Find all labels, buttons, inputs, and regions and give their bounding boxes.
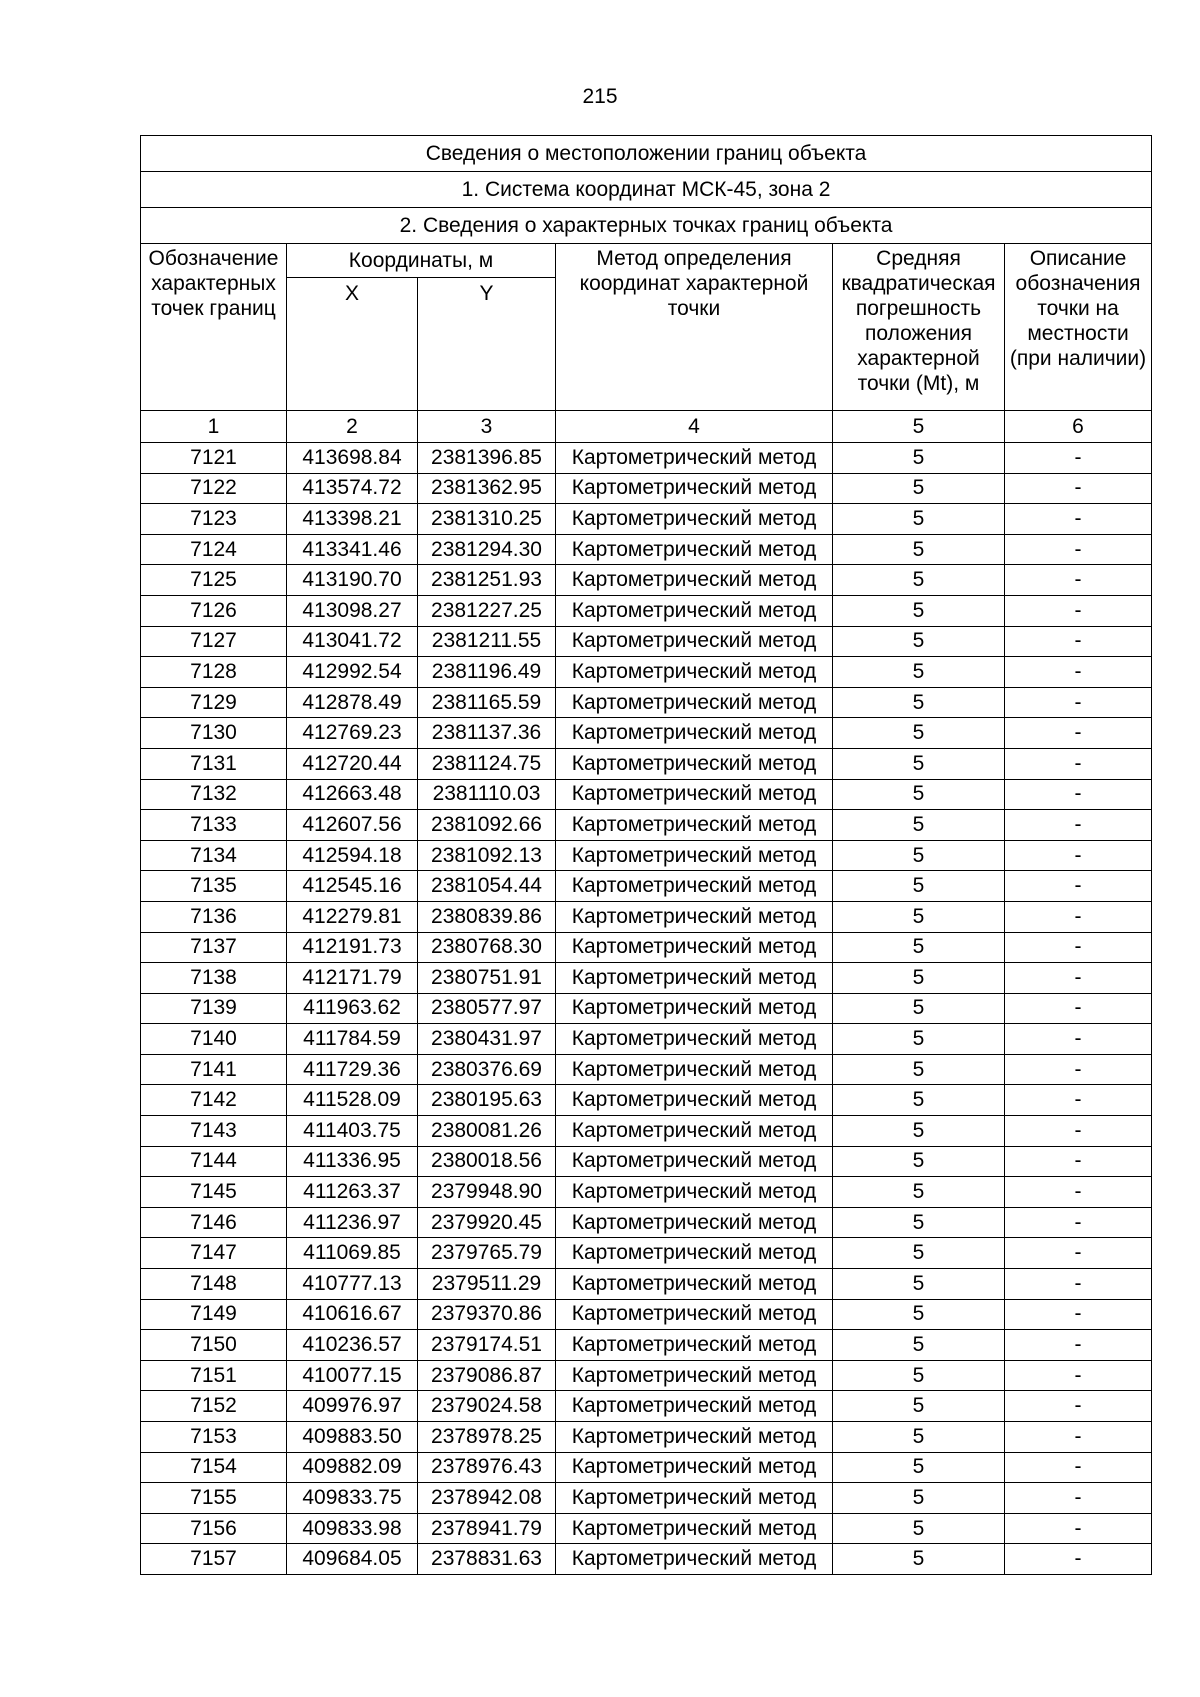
- description-cell: -: [1005, 993, 1152, 1024]
- description-cell: -: [1005, 687, 1152, 718]
- method-cell: Картометрический метод: [556, 1391, 833, 1422]
- x-coordinate-cell: 412594.18: [287, 840, 418, 871]
- x-coordinate-cell: 412545.16: [287, 871, 418, 902]
- x-coordinate-cell: 412769.23: [287, 718, 418, 749]
- table-row: [141, 901, 1152, 932]
- header-error: Средняя квадратическая погрешность положения характерной точки (Mt), м: [833, 244, 1005, 411]
- error-cell: 5: [833, 810, 1005, 841]
- y-coordinate-cell: 2379370.86: [418, 1299, 556, 1330]
- point-id-cell: 7132: [141, 779, 287, 810]
- x-coordinate-cell: 410777.13: [287, 1269, 418, 1300]
- error-cell: 5: [833, 1269, 1005, 1300]
- x-coordinate-cell: 411236.97: [287, 1207, 418, 1238]
- x-coordinate-cell: 411729.36: [287, 1054, 418, 1085]
- error-cell: 5: [833, 626, 1005, 657]
- error-cell: 5: [833, 473, 1005, 504]
- y-coordinate-cell: 2380751.91: [418, 963, 556, 994]
- description-cell: -: [1005, 626, 1152, 657]
- point-id-cell: 7138: [141, 963, 287, 994]
- y-coordinate-cell: 2378942.08: [418, 1483, 556, 1514]
- y-coordinate-cell: 2379920.45: [418, 1207, 556, 1238]
- table-row: [141, 1330, 1152, 1361]
- y-coordinate-cell: 2378976.43: [418, 1452, 556, 1483]
- error-cell: 5: [833, 1238, 1005, 1269]
- description-cell: -: [1005, 473, 1152, 504]
- point-id-cell: 7151: [141, 1360, 287, 1391]
- page-number: 215: [582, 85, 618, 108]
- x-coordinate-cell: 413398.21: [287, 504, 418, 535]
- x-coordinate-cell: 411069.85: [287, 1238, 418, 1269]
- error-cell: 5: [833, 1483, 1005, 1514]
- error-cell: 5: [833, 1422, 1005, 1453]
- section-title: 2. Сведения о характерных точках границ объекта: [141, 208, 1152, 244]
- description-cell: -: [1005, 595, 1152, 626]
- table-row: [141, 932, 1152, 963]
- x-coordinate-cell: 409833.75: [287, 1483, 418, 1514]
- y-coordinate-cell: 2381396.85: [418, 443, 556, 474]
- description-cell: -: [1005, 718, 1152, 749]
- method-cell: Картометрический метод: [556, 1330, 833, 1361]
- table-row: [141, 993, 1152, 1024]
- point-id-cell: 7156: [141, 1513, 287, 1544]
- description-cell: -: [1005, 1422, 1152, 1453]
- method-cell: Картометрический метод: [556, 932, 833, 963]
- table-row: [141, 504, 1152, 535]
- y-coordinate-cell: 2380376.69: [418, 1054, 556, 1085]
- error-cell: 5: [833, 534, 1005, 565]
- method-cell: Картометрический метод: [556, 687, 833, 718]
- y-coordinate-cell: 2381362.95: [418, 473, 556, 504]
- table-row: [141, 1238, 1152, 1269]
- method-cell: Картометрический метод: [556, 901, 833, 932]
- point-id-cell: 7157: [141, 1544, 287, 1575]
- error-cell: 5: [833, 1116, 1005, 1147]
- description-cell: -: [1005, 1116, 1152, 1147]
- y-coordinate-cell: 2381310.25: [418, 504, 556, 535]
- method-cell: Картометрический метод: [556, 1146, 833, 1177]
- x-coordinate-cell: 413041.72: [287, 626, 418, 657]
- y-coordinate-cell: 2381092.13: [418, 840, 556, 871]
- header-description: Описание обозначения точки на местности (при наличии): [1005, 244, 1152, 411]
- method-cell: Картометрический метод: [556, 718, 833, 749]
- point-id-cell: 7142: [141, 1085, 287, 1116]
- method-cell: Картометрический метод: [556, 626, 833, 657]
- table-row: [141, 748, 1152, 779]
- point-id-cell: 7124: [141, 534, 287, 565]
- description-cell: -: [1005, 1238, 1152, 1269]
- method-cell: Картометрический метод: [556, 779, 833, 810]
- column-number: 4: [556, 411, 833, 443]
- point-id-cell: 7129: [141, 687, 287, 718]
- y-coordinate-cell: 2378941.79: [418, 1513, 556, 1544]
- table-row: [141, 626, 1152, 657]
- table-row: [141, 1116, 1152, 1147]
- point-id-cell: 7152: [141, 1391, 287, 1422]
- y-coordinate-cell: 2380195.63: [418, 1085, 556, 1116]
- table-row: [141, 1483, 1152, 1514]
- error-cell: 5: [833, 1360, 1005, 1391]
- description-cell: -: [1005, 963, 1152, 994]
- description-cell: -: [1005, 1299, 1152, 1330]
- y-coordinate-cell: 2381137.36: [418, 718, 556, 749]
- method-cell: Картометрический метод: [556, 1422, 833, 1453]
- description-cell: -: [1005, 565, 1152, 596]
- y-coordinate-cell: 2380018.56: [418, 1146, 556, 1177]
- method-cell: Картометрический метод: [556, 595, 833, 626]
- x-coordinate-cell: 409976.97: [287, 1391, 418, 1422]
- table-row: [141, 565, 1152, 596]
- description-cell: -: [1005, 810, 1152, 841]
- point-id-cell: 7147: [141, 1238, 287, 1269]
- table-row: [141, 657, 1152, 688]
- description-cell: -: [1005, 1054, 1152, 1085]
- method-cell: Картометрический метод: [556, 1299, 833, 1330]
- table-row: [141, 871, 1152, 902]
- error-cell: 5: [833, 1299, 1005, 1330]
- x-coordinate-cell: 410616.67: [287, 1299, 418, 1330]
- description-cell: -: [1005, 1177, 1152, 1208]
- description-cell: -: [1005, 1483, 1152, 1514]
- x-coordinate-cell: 412992.54: [287, 657, 418, 688]
- y-coordinate-cell: 2381092.66: [418, 810, 556, 841]
- y-coordinate-cell: 2380431.97: [418, 1024, 556, 1055]
- x-coordinate-cell: 412279.81: [287, 901, 418, 932]
- table-row: [141, 810, 1152, 841]
- table-row: [141, 718, 1152, 749]
- point-id-cell: 7121: [141, 443, 287, 474]
- table-row: [141, 1391, 1152, 1422]
- description-cell: -: [1005, 901, 1152, 932]
- error-cell: 5: [833, 1146, 1005, 1177]
- method-cell: Картометрический метод: [556, 1360, 833, 1391]
- x-coordinate-cell: 409684.05: [287, 1544, 418, 1575]
- table-title: Сведения о местоположении границ объекта: [141, 136, 1152, 172]
- y-coordinate-cell: 2381211.55: [418, 626, 556, 657]
- table-row: [141, 1024, 1152, 1055]
- point-id-cell: 7155: [141, 1483, 287, 1514]
- point-id-cell: 7143: [141, 1116, 287, 1147]
- description-cell: -: [1005, 534, 1152, 565]
- description-cell: -: [1005, 1207, 1152, 1238]
- point-id-cell: 7148: [141, 1269, 287, 1300]
- point-id-cell: 7146: [141, 1207, 287, 1238]
- description-cell: -: [1005, 779, 1152, 810]
- method-cell: Картометрический метод: [556, 473, 833, 504]
- method-cell: Картометрический метод: [556, 1207, 833, 1238]
- error-cell: 5: [833, 748, 1005, 779]
- y-coordinate-cell: 2380081.26: [418, 1116, 556, 1147]
- point-id-cell: 7149: [141, 1299, 287, 1330]
- point-id-cell: 7134: [141, 840, 287, 871]
- method-cell: Картометрический метод: [556, 534, 833, 565]
- error-cell: 5: [833, 1024, 1005, 1055]
- description-cell: -: [1005, 1146, 1152, 1177]
- coord-system-title: 1. Система координат МСК-45, зона 2: [141, 172, 1152, 208]
- error-cell: 5: [833, 1544, 1005, 1575]
- table-row: [141, 1207, 1152, 1238]
- y-coordinate-cell: 2379024.58: [418, 1391, 556, 1422]
- x-coordinate-cell: 413698.84: [287, 443, 418, 474]
- method-cell: Картометрический метод: [556, 1054, 833, 1085]
- error-cell: 5: [833, 840, 1005, 871]
- y-coordinate-cell: 2380768.30: [418, 932, 556, 963]
- table-row: [141, 595, 1152, 626]
- y-coordinate-cell: 2380577.97: [418, 993, 556, 1024]
- method-cell: Картометрический метод: [556, 1116, 833, 1147]
- description-cell: -: [1005, 657, 1152, 688]
- method-cell: Картометрический метод: [556, 1483, 833, 1514]
- point-id-cell: 7145: [141, 1177, 287, 1208]
- method-cell: Картометрический метод: [556, 810, 833, 841]
- method-cell: Картометрический метод: [556, 443, 833, 474]
- y-coordinate-cell: 2381124.75: [418, 748, 556, 779]
- table-row: [141, 534, 1152, 565]
- table-row: [141, 687, 1152, 718]
- table-row: [141, 1422, 1152, 1453]
- boundary-table: [140, 135, 1152, 1575]
- point-id-cell: 7133: [141, 810, 287, 841]
- x-coordinate-cell: 413341.46: [287, 534, 418, 565]
- y-coordinate-cell: 2378831.63: [418, 1544, 556, 1575]
- x-coordinate-cell: 412720.44: [287, 748, 418, 779]
- error-cell: 5: [833, 687, 1005, 718]
- error-cell: 5: [833, 901, 1005, 932]
- method-cell: Картометрический метод: [556, 1452, 833, 1483]
- description-cell: -: [1005, 1391, 1152, 1422]
- table-row: [141, 1054, 1152, 1085]
- error-cell: 5: [833, 963, 1005, 994]
- error-cell: 5: [833, 718, 1005, 749]
- error-cell: 5: [833, 1513, 1005, 1544]
- column-number: 5: [833, 411, 1005, 443]
- error-cell: 5: [833, 565, 1005, 596]
- error-cell: 5: [833, 504, 1005, 535]
- table-row: [141, 1085, 1152, 1116]
- x-coordinate-cell: 413190.70: [287, 565, 418, 596]
- description-cell: -: [1005, 871, 1152, 902]
- error-cell: 5: [833, 932, 1005, 963]
- point-id-cell: 7144: [141, 1146, 287, 1177]
- header-method: Метод определения координат характерной точки: [556, 244, 833, 411]
- description-cell: -: [1005, 748, 1152, 779]
- x-coordinate-cell: 410077.15: [287, 1360, 418, 1391]
- error-cell: 5: [833, 1452, 1005, 1483]
- method-cell: Картометрический метод: [556, 871, 833, 902]
- x-coordinate-cell: 409833.98: [287, 1513, 418, 1544]
- description-cell: -: [1005, 1330, 1152, 1361]
- column-number: 6: [1005, 411, 1152, 443]
- point-id-cell: 7140: [141, 1024, 287, 1055]
- header-y: Y: [418, 278, 556, 411]
- description-cell: -: [1005, 932, 1152, 963]
- point-id-cell: 7131: [141, 748, 287, 779]
- x-coordinate-cell: 412191.73: [287, 932, 418, 963]
- table-row: [141, 1146, 1152, 1177]
- error-cell: 5: [833, 443, 1005, 474]
- x-coordinate-cell: 410236.57: [287, 1330, 418, 1361]
- point-id-cell: 7136: [141, 901, 287, 932]
- description-cell: -: [1005, 1544, 1152, 1575]
- point-id-cell: 7141: [141, 1054, 287, 1085]
- point-id-cell: 7125: [141, 565, 287, 596]
- header-coordinates: Координаты, м: [287, 244, 556, 278]
- y-coordinate-cell: 2381294.30: [418, 534, 556, 565]
- point-id-cell: 7130: [141, 718, 287, 749]
- point-id-cell: 7137: [141, 932, 287, 963]
- table-row: [141, 1177, 1152, 1208]
- x-coordinate-cell: 412663.48: [287, 779, 418, 810]
- description-cell: -: [1005, 1513, 1152, 1544]
- column-number: 3: [418, 411, 556, 443]
- error-cell: 5: [833, 595, 1005, 626]
- method-cell: Картометрический метод: [556, 504, 833, 535]
- method-cell: Картометрический метод: [556, 1238, 833, 1269]
- error-cell: 5: [833, 871, 1005, 902]
- x-coordinate-cell: 411784.59: [287, 1024, 418, 1055]
- x-coordinate-cell: 411403.75: [287, 1116, 418, 1147]
- method-cell: Картометрический метод: [556, 1024, 833, 1055]
- y-coordinate-cell: 2378978.25: [418, 1422, 556, 1453]
- x-coordinate-cell: 411963.62: [287, 993, 418, 1024]
- error-cell: 5: [833, 1391, 1005, 1422]
- description-cell: -: [1005, 1085, 1152, 1116]
- table-row: [141, 840, 1152, 871]
- method-cell: Картометрический метод: [556, 565, 833, 596]
- error-cell: 5: [833, 657, 1005, 688]
- x-coordinate-cell: 411263.37: [287, 1177, 418, 1208]
- description-cell: -: [1005, 1024, 1152, 1055]
- y-coordinate-cell: 2379511.29: [418, 1269, 556, 1300]
- table-row: [141, 1513, 1152, 1544]
- x-coordinate-cell: 411528.09: [287, 1085, 418, 1116]
- table-row: [141, 1360, 1152, 1391]
- y-coordinate-cell: 2381251.93: [418, 565, 556, 596]
- method-cell: Картометрический метод: [556, 963, 833, 994]
- error-cell: 5: [833, 1054, 1005, 1085]
- point-id-cell: 7135: [141, 871, 287, 902]
- error-cell: 5: [833, 1085, 1005, 1116]
- point-id-cell: 7126: [141, 595, 287, 626]
- y-coordinate-cell: 2379948.90: [418, 1177, 556, 1208]
- point-id-cell: 7153: [141, 1422, 287, 1453]
- point-id-cell: 7139: [141, 993, 287, 1024]
- y-coordinate-cell: 2379174.51: [418, 1330, 556, 1361]
- error-cell: 5: [833, 1207, 1005, 1238]
- y-coordinate-cell: 2381165.59: [418, 687, 556, 718]
- point-id-cell: 7127: [141, 626, 287, 657]
- y-coordinate-cell: 2381054.44: [418, 871, 556, 902]
- table-row: [141, 473, 1152, 504]
- table-row: [141, 1544, 1152, 1575]
- y-coordinate-cell: 2379765.79: [418, 1238, 556, 1269]
- column-number: 1: [141, 411, 287, 443]
- table-row: [141, 1299, 1152, 1330]
- error-cell: 5: [833, 1330, 1005, 1361]
- method-cell: Картометрический метод: [556, 1177, 833, 1208]
- table-row: [141, 963, 1152, 994]
- header-designation: Обозначение характерных точек границ: [141, 244, 287, 411]
- point-id-cell: 7122: [141, 473, 287, 504]
- method-cell: Картометрический метод: [556, 1269, 833, 1300]
- x-coordinate-cell: 411336.95: [287, 1146, 418, 1177]
- table-row: [141, 779, 1152, 810]
- method-cell: Картометрический метод: [556, 993, 833, 1024]
- table-row: [141, 1269, 1152, 1300]
- x-coordinate-cell: 412878.49: [287, 687, 418, 718]
- column-number: 2: [287, 411, 418, 443]
- description-cell: -: [1005, 1360, 1152, 1391]
- description-cell: -: [1005, 1452, 1152, 1483]
- x-coordinate-cell: 412171.79: [287, 963, 418, 994]
- error-cell: 5: [833, 993, 1005, 1024]
- method-cell: Картометрический метод: [556, 1085, 833, 1116]
- y-coordinate-cell: 2379086.87: [418, 1360, 556, 1391]
- table-row: [141, 443, 1152, 474]
- y-coordinate-cell: 2381196.49: [418, 657, 556, 688]
- description-cell: -: [1005, 443, 1152, 474]
- description-cell: -: [1005, 840, 1152, 871]
- method-cell: Картометрический метод: [556, 748, 833, 779]
- point-id-cell: 7123: [141, 504, 287, 535]
- header-x: X: [287, 278, 418, 411]
- error-cell: 5: [833, 1177, 1005, 1208]
- y-coordinate-cell: 2381110.03: [418, 779, 556, 810]
- y-coordinate-cell: 2381227.25: [418, 595, 556, 626]
- y-coordinate-cell: 2380839.86: [418, 901, 556, 932]
- method-cell: Картометрический метод: [556, 840, 833, 871]
- table-row: [141, 1452, 1152, 1483]
- x-coordinate-cell: 413574.72: [287, 473, 418, 504]
- description-cell: -: [1005, 1269, 1152, 1300]
- x-coordinate-cell: 409883.50: [287, 1422, 418, 1453]
- x-coordinate-cell: 412607.56: [287, 810, 418, 841]
- method-cell: Картометрический метод: [556, 1544, 833, 1575]
- x-coordinate-cell: 409882.09: [287, 1452, 418, 1483]
- description-cell: -: [1005, 504, 1152, 535]
- point-id-cell: 7154: [141, 1452, 287, 1483]
- error-cell: 5: [833, 779, 1005, 810]
- point-id-cell: 7128: [141, 657, 287, 688]
- x-coordinate-cell: 413098.27: [287, 595, 418, 626]
- method-cell: Картометрический метод: [556, 657, 833, 688]
- method-cell: Картометрический метод: [556, 1513, 833, 1544]
- point-id-cell: 7150: [141, 1330, 287, 1361]
